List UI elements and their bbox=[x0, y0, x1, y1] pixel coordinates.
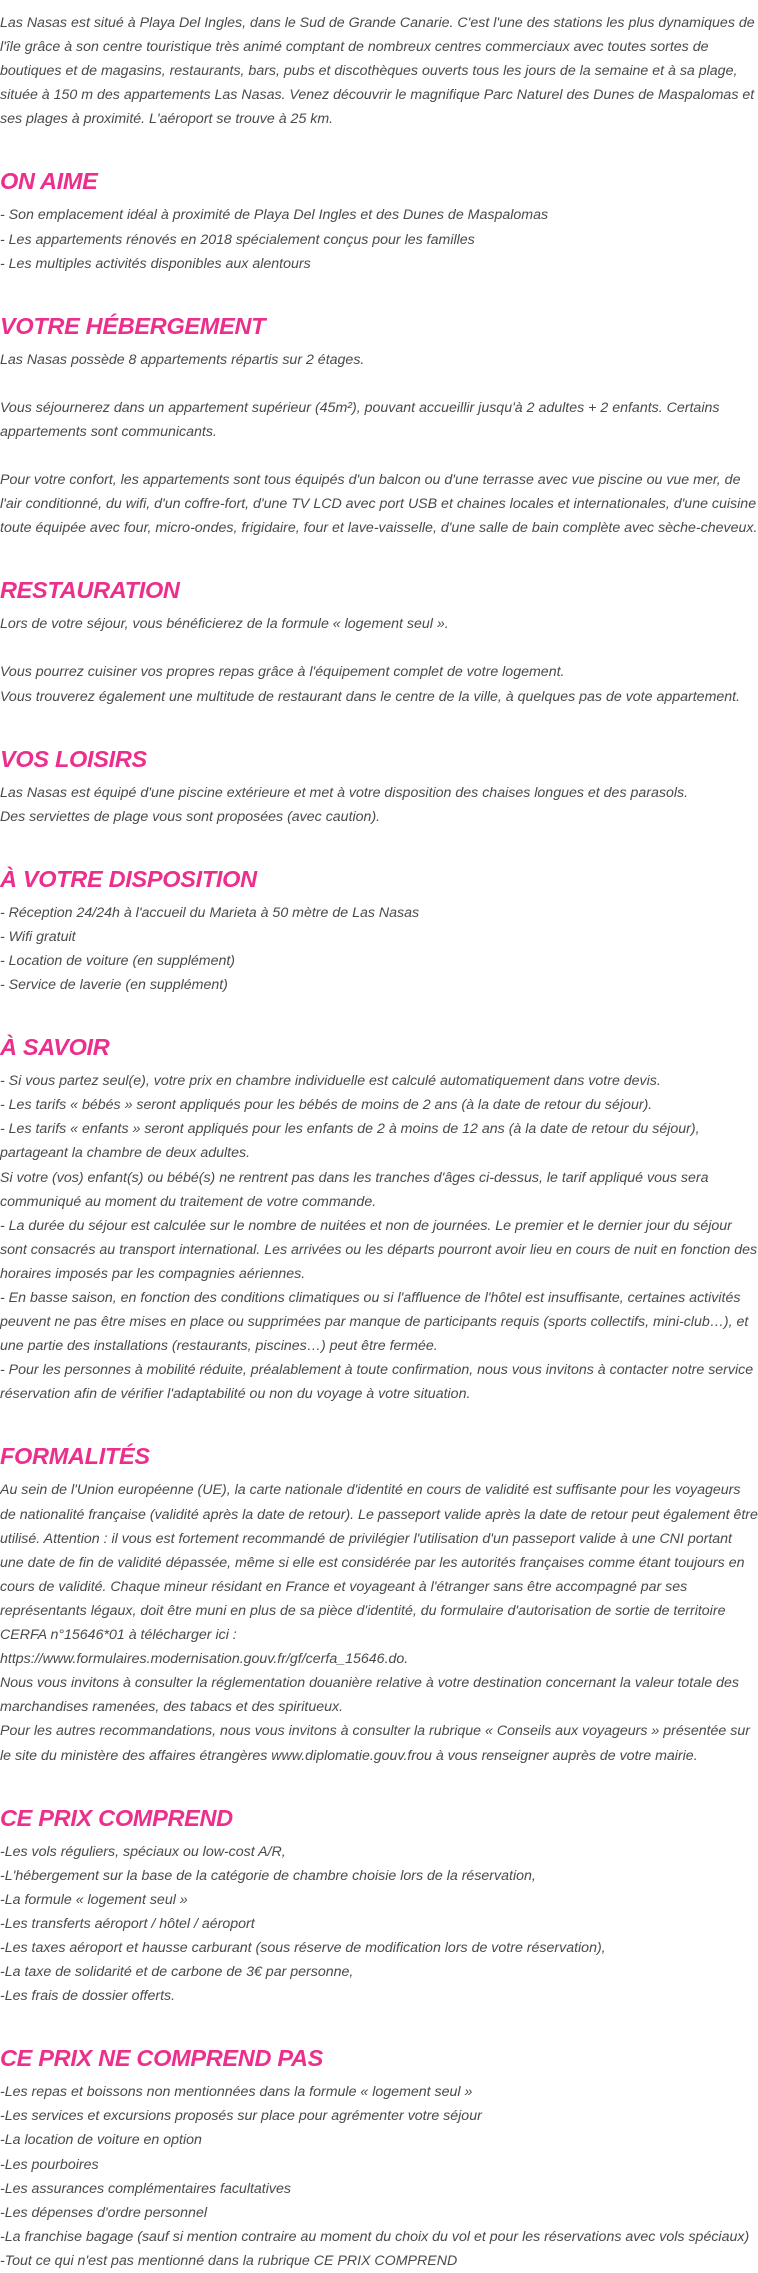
paragraph-spacer bbox=[0, 636, 758, 660]
section-text-line: -La location de voiture en option bbox=[0, 2132, 202, 2149]
section-spacer bbox=[0, 1768, 758, 1804]
section-spacer bbox=[0, 276, 758, 312]
section-text-line: -La taxe de solidarité et de carbone de 3€ par personne, bbox=[0, 1964, 354, 1981]
section-spacer bbox=[0, 1406, 758, 1442]
section-heading: FORMALITÉS bbox=[0, 1443, 150, 1470]
section-spacer bbox=[0, 709, 758, 745]
section-text-line: -Tout ce qui n'est pas mentionné dans la rubrique CE PRIX COMPREND bbox=[0, 2252, 458, 2269]
section-heading: CE PRIX NE COMPREND PAS bbox=[0, 2045, 324, 2072]
section-text-line: - Les tarifs « enfants » seront appliqués pour les enfants de 2 à moins de 12 ans (à la date de retour du séjour), partageant la chambre de deux adultes. bbox=[0, 1121, 700, 1162]
section-text-line: - Location de voiture (en supplément) bbox=[0, 952, 236, 969]
section-heading: ON AIME bbox=[0, 168, 98, 195]
section-spacer bbox=[0, 997, 758, 1033]
section-text-line: - Pour les personnes à mobilité réduite, préalablement à toute confirmation, nous vous invitons à contacter notre service réservation afin de vérifier l'adaptabilité ou non du voyage à votre situation. bbox=[0, 1362, 754, 1403]
heading-spacer bbox=[0, 195, 758, 203]
section-votre-hebergement bbox=[0, 276, 758, 541]
section-text-line: -Les transferts aéroport / hôtel / aéroport bbox=[0, 1915, 255, 1932]
section-text-line: Pour les autres recommandations, nous vous invitons à consulter la rubrique « Conseils aux voyageurs » présentée sur le site du ministère des affaires étrangères www.diplomatie.gouv.frou à vous renseigner auprès de votre mairie. bbox=[0, 1723, 750, 1764]
section-text-line: -Les dépenses d'ordre personnel bbox=[0, 2204, 207, 2221]
section-spacer bbox=[0, 131, 758, 167]
section-text-line: -Les vols réguliers, spéciaux ou low-cost A/R, bbox=[0, 1843, 286, 1860]
section-text-line: - Si vous partez seul(e), votre prix en chambre individuelle est calculé automatiquement dans votre devis. bbox=[0, 1073, 661, 1090]
section-text-line: Lors de votre séjour, vous bénéficierez de la formule « logement seul ». bbox=[0, 616, 449, 633]
section-vos-loisirs bbox=[0, 709, 758, 829]
section-text-line: Au sein de l'Union européenne (UE), la carte nationale d'identité en cours de validité est suffisante pour les voyageurs de nationalité française (validité après la date de retour). Le passeport valide après la date de retour peut également être utilisé. Attention : il vous est fortement recommandé de privilégier l'utilisation d'un passeport valide à une CNI portant une date de fin de validité dépassée, même si elle est considérée par les autorités françaises comme étant toujours en cours de validité. Chaque mineur résidant en France et voyageant à l'étranger sans être accompagné par ses représentants légaux, doit être muni en plus de sa pièce d'identité, du formulaire d'autorisation de sortie de territoire CERFA n°15646*01 à télécharger ici : bbox=[0, 1482, 758, 1644]
section-text-line: -L'hébergement sur la base de la catégorie de chambre choisie lors de la réservation, bbox=[0, 1867, 536, 1884]
section-a-savoir bbox=[0, 997, 758, 1406]
section-text-line: Si votre (vos) enfant(s) ou bébé(s) ne rentrent pas dans les tranches d'âges ci-dessus, le tarif appliqué vous sera communiqué au moment du traitement de votre commande. bbox=[0, 1169, 709, 1210]
heading-spacer bbox=[0, 1832, 758, 1840]
section-text-line: -Les assurances complémentaires facultatives bbox=[0, 2180, 291, 2197]
section-text-line: Vous trouverez également une multitude de restaurant dans le centre de la ville, à quelques pas de vote appartement. bbox=[0, 688, 741, 705]
section-heading: VOS LOISIRS bbox=[0, 745, 147, 772]
section-on-aime bbox=[0, 131, 758, 275]
section-text-line: -Les frais de dossier offerts. bbox=[0, 1988, 176, 2005]
section-text-line: - Son emplacement idéal à proximité de Playa Del Ingles et des Dunes de Maspalomas bbox=[0, 207, 549, 224]
section-spacer bbox=[0, 540, 758, 576]
section-a-votre-disposition bbox=[0, 829, 758, 997]
heading-spacer bbox=[0, 893, 758, 901]
section-spacer bbox=[0, 829, 758, 865]
section-ce-prix-ne-comprend-pas bbox=[0, 2008, 758, 2273]
intro-paragraph: Las Nasas est situé à Playa Del Ingles, dans le Sud de Grande Canarie. C'est l'une des stations les plus dynamiques de l'île grâce à son centre touristique très animé comptant de nombreux centres commerciaux avec toutes sortes de boutiques et de magasins, restaurants, bars, pubs et discothèques ouverts tous les jours de la semaine et à sa plage, située à 150 m des appartements Las Nasas. Venez découvrir le magnifique Parc Naturel des Dunes de Maspalomas et ses plages à proximité. L'aéroport se trouve à 25 km. bbox=[0, 15, 755, 128]
section-text-line: - Service de laverie (en supplément) bbox=[0, 977, 228, 994]
section-text-line: -Les taxes aéroport et hausse carburant (sous réserve de modification lors de votre réservation), bbox=[0, 1939, 606, 1956]
section-text-line: Pour votre confort, les appartements sont tous équipés d'un balcon ou d'une terrasse avec vue piscine ou vue mer, de l'air conditionné, du wifi, d'un coffre-fort, d'une TV LCD avec port USB et chaines locales et internationales, d'une cuisine toute équipée avec four, micro-ondes, frigidaire, four et lave-vaisselle, d'une salle de bain complète avec sèche-cheveux. bbox=[0, 472, 758, 537]
section-heading: À SAVOIR bbox=[0, 1034, 110, 1061]
heading-spacer bbox=[0, 1061, 758, 1069]
section-text-line: Vous pourrez cuisiner vos propres repas grâce à l'équipement complet de votre logement. bbox=[0, 664, 565, 681]
heading-spacer bbox=[0, 773, 758, 781]
section-formalites bbox=[0, 1406, 758, 1767]
section-text-line: -Les repas et boissons non mentionnées dans la formule « logement seul » bbox=[0, 2084, 473, 2101]
section-text-line: https://www.formulaires.modernisation.gouv.fr/gf/cerfa_15646.do. bbox=[0, 1651, 409, 1668]
paragraph-spacer bbox=[0, 444, 758, 468]
section-text-line: - Les appartements rénovés en 2018 spécialement conçus pour les familles bbox=[0, 231, 475, 248]
paragraph-spacer bbox=[0, 372, 758, 396]
heading-spacer bbox=[0, 604, 758, 612]
heading-spacer bbox=[0, 2072, 758, 2080]
section-text-line: -Les services et excursions proposés sur place pour agrémenter votre séjour bbox=[0, 2108, 482, 2125]
section-heading: CE PRIX COMPREND bbox=[0, 1804, 233, 1831]
section-text-line: - La durée du séjour est calculée sur le nombre de nuitées et non de journées. Le premier et le dernier jour du séjour sont consacrés au transport international. Les arrivées ou les départs pourront avoir lieu en cours de nuit en fonction des horaires imposés par les compagnies aériennes. bbox=[0, 1217, 758, 1282]
section-text-line: Nous vous invitons à consulter la réglementation douanière relative à votre destination concernant la valeur totale des marchandises ramenées, des tabacs et des spiritueux. bbox=[0, 1675, 739, 1716]
section-restauration bbox=[0, 540, 758, 708]
section-heading: À VOTRE DISPOSITION bbox=[0, 865, 257, 892]
section-text-line: Las Nasas est équipé d'une piscine extérieure et met à votre disposition des chaises longues et des parasols. bbox=[0, 784, 689, 801]
section-heading: VOTRE HÉBERGEMENT bbox=[0, 312, 266, 339]
section-text-line: -La formule « logement seul » bbox=[0, 1891, 188, 1908]
section-ce-prix-comprend bbox=[0, 1768, 758, 2009]
section-text-line: - En basse saison, en fonction des conditions climatiques ou si l'affluence de l'hôtel est insuffisante, certaines activités peuvent ne pas être mises en place ou supprimées par manque de participants requis (sports collectifs, mini-club…), et une partie des installations (restaurants, piscines…) peut être fermée. bbox=[0, 1290, 749, 1355]
section-text-line: -Les pourboires bbox=[0, 2156, 99, 2173]
heading-spacer bbox=[0, 340, 758, 348]
section-text-line: - Les multiples activités disponibles aux alentours bbox=[0, 255, 311, 272]
section-heading: RESTAURATION bbox=[0, 577, 180, 604]
section-text-line: Des serviettes de plage vous sont proposées (avec caution). bbox=[0, 808, 381, 825]
section-spacer bbox=[0, 2008, 758, 2044]
sections-container bbox=[0, 131, 758, 2273]
heading-spacer bbox=[0, 1470, 758, 1478]
section-text-line: - Wifi gratuit bbox=[0, 928, 76, 945]
section-text-line: Las Nasas possède 8 appartements répartis sur 2 étages. bbox=[0, 351, 365, 368]
section-text-line: - Réception 24/24h à l'accueil du Marieta à 50 mètre de Las Nasas bbox=[0, 904, 420, 921]
section-text-line: Vous séjournerez dans un appartement supérieur (45m²), pouvant accueillir jusqu'à 2 adultes + 2 enfants. Certains appartements sont communicants. bbox=[0, 399, 720, 440]
section-text-line: -La franchise bagage (sauf si mention contraire au moment du choix du vol et pour les réservations avec vols spéciaux) bbox=[0, 2228, 750, 2245]
section-text-line: - Les tarifs « bébés » seront appliqués pour les bébés de moins de 2 ans (à la date de retour du séjour). bbox=[0, 1097, 653, 1114]
